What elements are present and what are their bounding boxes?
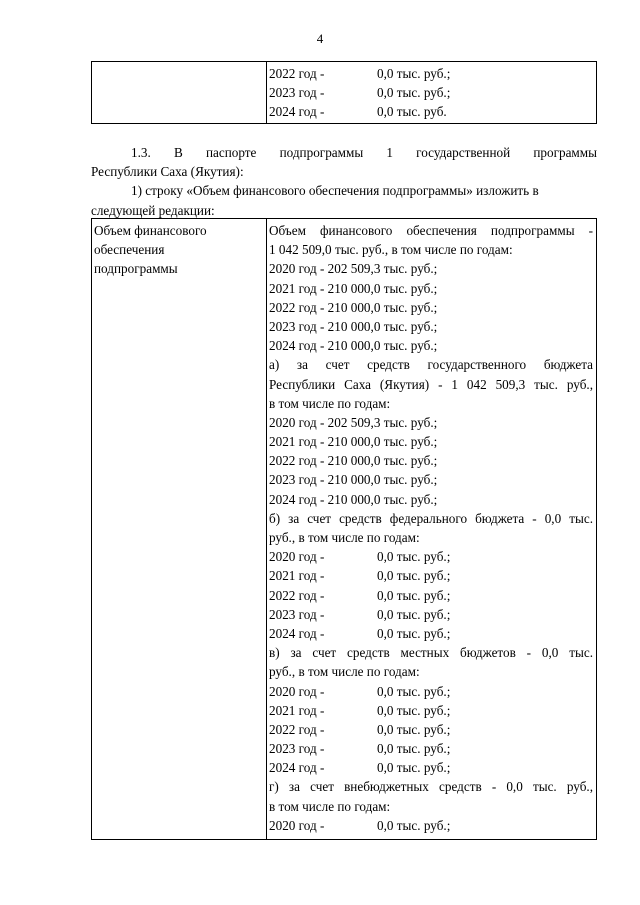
amount-value: 0,0 тыс. руб.; — [377, 549, 451, 565]
amount-value: 0,0 тыс. руб.; — [377, 741, 451, 757]
value-line: 2024 год - 210 000,0 тыс. руб.; — [269, 491, 438, 507]
value-line: 2020 год - 202 509,3 тыс. руб.; — [269, 414, 438, 430]
value-line: в) за счет средств местных бюджетов - 0,0 тыс. — [269, 645, 593, 661]
year-label: 2021 год - — [269, 568, 325, 584]
year-label: 2024 год - — [269, 760, 325, 776]
value-line: 2023 год - 210 000,0 тыс. руб.; — [269, 472, 438, 488]
main-table — [91, 218, 597, 840]
section-text — [91, 143, 597, 220]
year-label: 2020 год - — [269, 549, 325, 565]
value-line: в том числе по годам: — [269, 395, 391, 411]
value-line — [267, 720, 596, 739]
year-label: 2023 год - — [269, 85, 325, 101]
label-line: обеспечения — [94, 242, 165, 258]
value-line: Объем финансового обеспечения подпрограммы - — [269, 223, 593, 238]
amount-value: 0,0 тыс. руб.; — [377, 625, 451, 641]
value-line — [267, 816, 596, 835]
value-line: 2021 год - 210 000,0 тыс. руб.; — [269, 434, 438, 450]
year-label: 2020 год - — [269, 817, 325, 833]
value-line: руб., в том числе по годам: — [269, 664, 420, 680]
value-line — [267, 682, 596, 701]
top-table — [91, 61, 597, 124]
section-item-line: 1) строку «Объем финансового обеспечения подпрограммы» изложить в — [131, 183, 539, 199]
year-label: 2021 год - — [269, 702, 325, 718]
year-label: 2020 год - — [269, 683, 325, 699]
amount-value: 0,0 тыс. руб. — [377, 104, 447, 120]
value-line: а) за счет средств государственного бюджета — [269, 357, 593, 373]
value-line — [267, 624, 596, 643]
year-label: 2022 год - — [269, 587, 325, 603]
amount-value: 0,0 тыс. руб.; — [377, 587, 451, 603]
section-heading-line: 1.3. В паспорте подпрограммы 1 государственной программы — [131, 145, 597, 160]
amount-value: 0,0 тыс. руб.; — [377, 702, 451, 718]
amount-value: 0,0 тыс. руб.; — [377, 606, 451, 622]
year-label: 2023 год - — [269, 606, 325, 622]
top-table-left-cell — [92, 62, 267, 123]
value-line: г) за счет внебюджетных средств - 0,0 тыс. руб., — [269, 779, 593, 795]
value-line: 1 042 509,0 тыс. руб., в том числе по годам: — [269, 242, 513, 258]
top-table-row — [267, 102, 596, 121]
amount-value: 0,0 тыс. руб.; — [377, 721, 451, 737]
page-number: 4 — [316, 31, 324, 46]
top-table-right-cell — [267, 64, 596, 122]
value-line — [267, 547, 596, 566]
value-line: 2024 год - 210 000,0 тыс. руб.; — [269, 338, 438, 354]
value-line — [267, 739, 596, 758]
amount-value: 0,0 тыс. руб.; — [377, 817, 451, 833]
year-label: 2024 год - — [269, 104, 325, 120]
value-line — [267, 701, 596, 720]
main-table-label-cell — [92, 219, 267, 839]
amount-value: 0,0 тыс. руб.; — [377, 85, 451, 101]
amount-value: 0,0 тыс. руб.; — [377, 760, 451, 776]
top-table-row — [267, 64, 596, 83]
amount-value: 0,0 тыс. руб.; — [377, 683, 451, 699]
year-label: 2022 год - — [269, 66, 325, 81]
year-label: 2023 год - — [269, 741, 325, 757]
value-line: б) за счет средств федерального бюджета - 0,0 тыс. — [269, 510, 593, 526]
value-line — [267, 605, 596, 624]
amount-value: 0,0 тыс. руб.; — [377, 568, 451, 584]
label-line: Объем финансового — [94, 223, 207, 238]
section-item-line: следующей редакции: — [91, 202, 215, 218]
amount-value: 0,0 тыс. руб.; — [377, 66, 451, 81]
value-line: 2022 год - 210 000,0 тыс. руб.; — [269, 299, 438, 315]
label-line: подпрограммы — [94, 261, 178, 277]
value-line — [267, 758, 596, 777]
value-line: 2023 год - 210 000,0 тыс. руб.; — [269, 318, 438, 334]
section-heading-line: Республики Саха (Якутия): — [91, 164, 244, 180]
value-line: в том числе по годам: — [269, 798, 391, 814]
year-label: 2022 год - — [269, 721, 325, 737]
value-line: 2020 год - 202 509,3 тыс. руб.; — [269, 261, 438, 277]
value-line — [267, 586, 596, 605]
value-line: руб., в том числе по годам: — [269, 530, 420, 545]
value-line: 2022 год - 210 000,0 тыс. руб.; — [269, 453, 438, 469]
value-line — [267, 566, 596, 585]
value-line: Республики Саха (Якутия) - 1 042 509,3 тыс. руб., — [269, 376, 593, 392]
value-line: 2021 год - 210 000,0 тыс. руб.; — [269, 280, 438, 296]
year-label: 2024 год - — [269, 625, 325, 641]
top-table-row — [267, 83, 596, 102]
main-table-value-cell — [267, 221, 596, 835]
